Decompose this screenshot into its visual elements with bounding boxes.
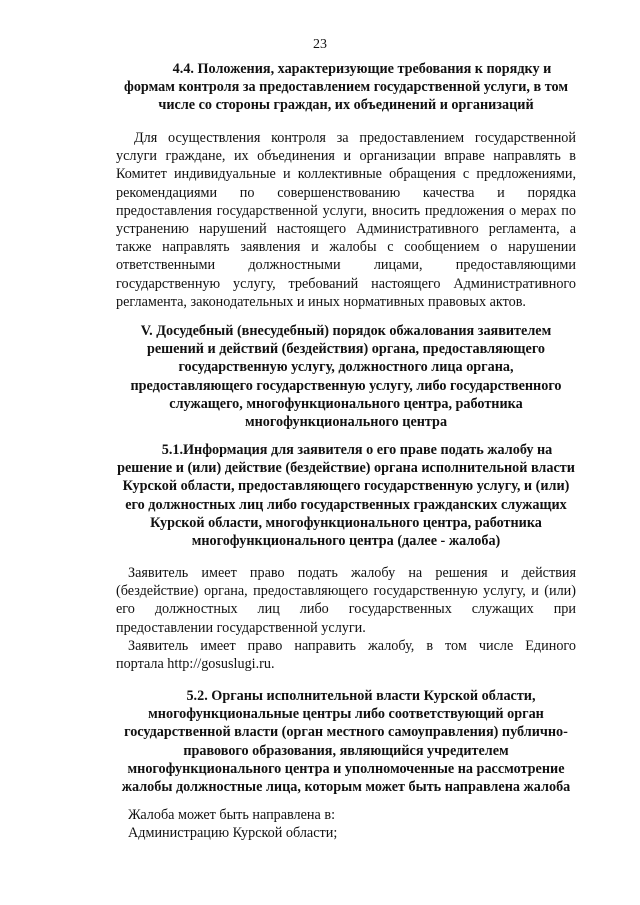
heading-line: 5.2. Органы исполнительной власти Курской области, — [186, 688, 536, 704]
text-line: ответственными должностными лицами, предоставляющими — [116, 257, 576, 274]
heading-line: 5.1.Информация для заявителя о его праве подать жалобу на — [161, 442, 553, 458]
text-line: услуги граждане, их объединения и организации вправе направлять в — [116, 148, 576, 165]
text-line: предоставлении государственной услуги. — [116, 619, 366, 636]
section-heading-4-4 — [116, 60, 576, 115]
heading-line: решений и действий (бездействия) органа, предоставляющего — [146, 341, 546, 358]
paragraph-5-2 — [116, 806, 576, 842]
text-line: Администрацию Курской области; — [128, 825, 338, 842]
heading-line: 4.4. Положения, характеризующие требования к порядку и — [172, 61, 552, 77]
heading-line: государственную услугу, должностного лица органа, — [178, 359, 514, 376]
heading-line: его должностных лиц либо государственных гражданских служащих — [125, 496, 567, 513]
page-number: 23 — [313, 37, 327, 52]
heading-line: числе со стороны граждан, их объединений и организаций — [158, 97, 534, 114]
heading-line: жалобы должностные лица, которым может быть направлена жалоба — [121, 778, 571, 795]
heading-line: служащего, многофункционального центра, работника — [169, 395, 523, 412]
text-line: рекомендациями по совершенствованию качества и порядка — [116, 184, 576, 201]
text-line: также направлять заявления и жалобы с сообщением о нарушении — [116, 239, 576, 256]
text-line: предоставления государственной услуги, вносить предложения о мерах по — [116, 202, 576, 219]
heading-line: многофункциональные центры либо соответствующий орган — [148, 706, 544, 723]
text-line: устранению нарушений настоящего Административного регламента, а — [116, 220, 576, 237]
heading-line: Курской области, многофункционального центра, работника — [150, 514, 542, 531]
paragraph-5-1-portal — [116, 637, 576, 673]
text-line: его должностных лиц либо государственных служащих при — [116, 601, 576, 618]
heading-line: правового образования, являющийся учредителем — [183, 742, 509, 759]
section-heading-5 — [116, 322, 576, 431]
heading-line: многофункционального центра — [244, 413, 448, 430]
heading-line: многофункционального центра (далее - жалоба) — [191, 532, 501, 549]
heading-line: формам контроля за предоставлением государственной услуги, в том — [124, 79, 568, 96]
heading-line: предоставляющего государственную услугу, либо государственного — [130, 377, 562, 394]
text-line: (бездействие) органа, предоставляющего государственную услугу, и (или) — [116, 583, 576, 600]
text-line: Жалоба может быть направлена в: — [128, 807, 336, 823]
section-heading-5-2 — [116, 687, 576, 796]
section-heading-5-1 — [116, 441, 576, 550]
text-line: портала http://gosuslugi.ru. — [116, 656, 275, 673]
text-line: Для осуществления контроля за предоставлением государственной — [134, 130, 576, 146]
heading-line: государственной власти (орган местного самоуправления) публично- — [124, 724, 568, 741]
text-line: Комитет индивидуальные и коллективные обращения с предложениями, — [116, 166, 576, 183]
heading-line: решение и (или) действие (бездействие) органа исполнительной власти — [117, 460, 575, 477]
text-line: государственную услугу, требований настоящего Административного — [116, 275, 576, 292]
text-line: регламента, законодательных и иных нормативных правовых актов. — [116, 293, 526, 310]
heading-line: V. Досудебный (внесудебный) порядок обжалования заявителем — [140, 323, 552, 339]
heading-line: Курской области, предоставляющего государственную услугу, и (или) — [122, 478, 570, 495]
text-line: Заявитель имеет право подать жалобу на решения и действия — [128, 565, 576, 581]
text-line: Заявитель имеет право направить жалобу, в том числе Единого — [128, 638, 576, 654]
heading-line: многофункционального центра и уполномоченные на рассмотрение — [127, 760, 565, 777]
paragraph-5-1-right-to-complain — [116, 564, 576, 637]
paragraph-4-4 — [116, 129, 576, 311]
